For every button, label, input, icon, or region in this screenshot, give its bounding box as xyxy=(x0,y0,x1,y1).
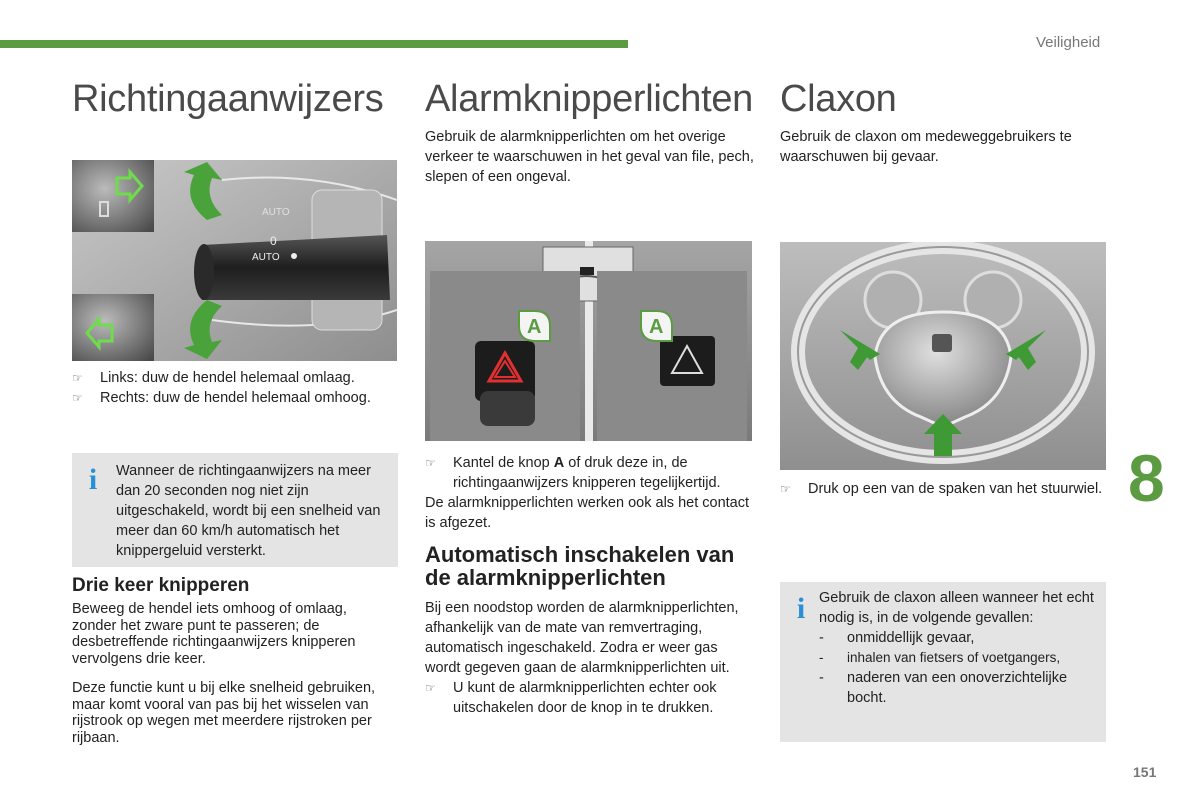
dash-marker: - xyxy=(819,650,824,665)
horn-title: Claxon xyxy=(780,78,897,120)
turn-info-box xyxy=(72,453,398,567)
hazard-switch-illustration xyxy=(425,241,752,441)
stalk-label-zero: 0 xyxy=(270,234,277,248)
horn-instructions xyxy=(780,479,1106,499)
bullet-text: Links: duw de hendel helemaal omlaag. xyxy=(100,370,355,386)
label-a-left: A xyxy=(527,316,542,338)
page-number: 151 xyxy=(1133,764,1157,780)
chapter-number: 8 xyxy=(1128,441,1165,515)
horn-info-content xyxy=(819,588,1095,708)
three-blinks-para1: Beweeg de hendel iets omhoog of omlaag, zonder het zware punt te passeren; de desbetreffende richtingaanwijzers knipperen vervolgens drie keer. xyxy=(72,601,356,667)
turn-bullet-list xyxy=(72,368,402,408)
hazard-switch-drawing xyxy=(425,241,752,441)
stalk-label-auto: AUTO xyxy=(252,252,280,263)
brand-logo-icon xyxy=(932,334,952,352)
list-item xyxy=(425,453,760,493)
pointing-hand-icon: ☞ xyxy=(72,391,83,405)
bullet-text: U kunt de alarmknipperlichten echter ook uitschakelen door de knop in te drukken. xyxy=(453,680,717,716)
bullet-text-post: of druk deze in, de richtingaanwijzers knipperen tegelijkertijd. xyxy=(453,455,721,491)
hazard-ignition-note: De alarmknipperlichten werken ook als het contact is afgezet. xyxy=(425,495,749,531)
auto-hazard-heading: Automatisch inschakelen van de alarmknipperlichten xyxy=(425,542,735,590)
turn-stalk-drawing xyxy=(72,160,397,361)
bullet-text-pre: Kantel de knop xyxy=(453,455,554,471)
info-text: Wanneer de richtingaanwijzers na meer dan 20 seconden nog niet zijn uitgeschakeld, wordt bij een snelheid van meer dan 60 km/h automatisch het knippergeluid versterkt. xyxy=(116,463,381,559)
section-label: Veiligheid xyxy=(1036,34,1101,51)
stalk-label-auto-top: AUTO xyxy=(262,207,290,218)
dash-marker: - xyxy=(819,630,824,646)
list-item xyxy=(72,388,402,408)
steering-wheel-illustration xyxy=(780,242,1106,470)
list-item xyxy=(819,628,1095,648)
bullet-text: Rechts: duw de hendel helemaal omhoog. xyxy=(100,390,371,406)
info-item-text: inhalen van fietsers of voetgangers, xyxy=(847,650,1061,665)
list-item xyxy=(425,678,755,718)
auto-hazard-body xyxy=(425,598,755,718)
horn-info-box xyxy=(780,582,1106,742)
hazard-intro: Gebruik de alarmknipperlichten om het overige verkeer te waarschuwen in het geval van file, pech, slepen of een ongeval. xyxy=(425,129,754,185)
pointing-hand-icon: ☞ xyxy=(780,482,791,496)
hazard-lights-title: Alarmknipperlichten xyxy=(425,78,754,120)
info-icon: i xyxy=(796,592,806,625)
list-item xyxy=(819,668,1095,708)
auto-hazard-para: Bij een noodstop worden de alarmknipperlichten, afhankelijk van de mate van remvertraging, automatisch ingeschakeld. Zodra er weer gas wordt gegeven gaan de alarmknipperlichten uit. xyxy=(425,600,739,676)
header-accent-bar xyxy=(0,40,628,48)
bullet-text-bold: A xyxy=(553,455,565,471)
horn-intro: Gebruik de claxon om medeweggebruikers te waarschuwen bij gevaar. xyxy=(780,129,1072,165)
turn-signals-title: Richtingaanwijzers xyxy=(72,78,384,120)
info-icon: i xyxy=(88,463,98,496)
steering-wheel-drawing xyxy=(780,242,1106,470)
list-item xyxy=(780,479,1106,499)
label-a-right: A xyxy=(649,316,664,338)
pointing-hand-icon: ☞ xyxy=(425,456,436,470)
three-blinks-para2: Deze functie kunt u bij elke snelheid gebruiken, maar komt vooral van pas bij het wisselen van rijstrook op wegen met meerdere rijstroken per rijbaan. xyxy=(72,680,376,746)
info-text: Gebruik de claxon alleen wanneer het echt nodig is, in de volgende gevallen: xyxy=(819,590,1094,626)
list-item xyxy=(819,648,1095,668)
info-item-text: onmiddellijk gevaar, xyxy=(847,630,975,646)
three-blinks-heading: Drie keer knipperen xyxy=(72,575,250,596)
pointing-hand-icon: ☞ xyxy=(72,371,83,385)
turn-stalk-illustration xyxy=(72,160,397,361)
dash-marker: - xyxy=(819,670,824,686)
list-item xyxy=(72,368,402,388)
info-item-text: naderen van een onoverzichtelijke bocht. xyxy=(847,670,1068,706)
hazard-instructions xyxy=(425,453,760,533)
pointing-hand-icon: ☞ xyxy=(425,681,436,695)
bullet-text: Druk op een van de spaken van het stuurwiel. xyxy=(808,481,1103,497)
